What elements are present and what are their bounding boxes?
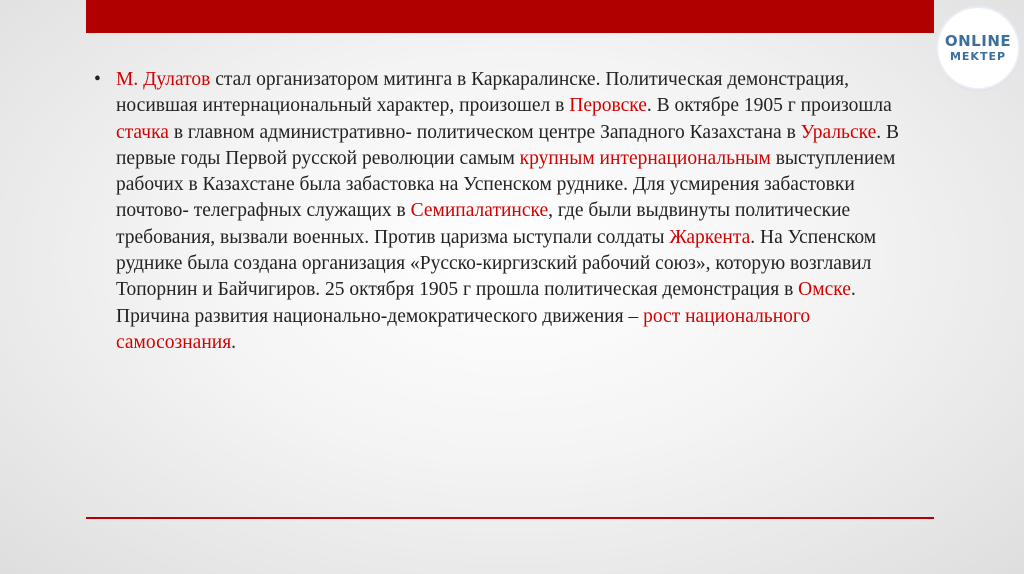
- bullet-paragraph: [116, 67, 930, 356]
- bullet-icon: •: [94, 69, 101, 90]
- text-segment: . Причина развития национально-демократического движения –: [116, 279, 856, 327]
- logo-text-online: ONLINE: [944, 31, 1012, 50]
- highlighted-term: стачка: [116, 121, 169, 143]
- highlighted-term: Перовске: [569, 95, 647, 117]
- highlighted-term: Жаркента: [669, 226, 751, 248]
- logo-text-mektep: MEKTEP: [949, 49, 1007, 63]
- top-accent-bar: [86, 0, 934, 33]
- text-segment: . В первые годы Первой русской революции самым: [116, 121, 900, 169]
- highlighted-term: Уральске: [800, 121, 877, 143]
- text-segment: в главном административно- политическом центре Западного Казахстана в: [168, 121, 801, 143]
- text-segment: выступлением рабочих в Казахстане была забастовка на Успенском руднике. Для усмирения забастовки почтово- телеграфных служащих в: [116, 147, 896, 222]
- text-segment: , где были выдвинуты политические требования, вызвали военных. Против царизма ыступали солдаты: [116, 200, 851, 248]
- highlighted-term: М. Дулатов: [116, 69, 211, 90]
- text-segment: . На Успенском руднике была создана организация «Русско-киргизский рабочий союз», которую возглавил Топорнин и Байчигиров. 25 октября 1905 г прошла политическая демонстрация в: [116, 226, 877, 301]
- text-segment: стал организатором митинга в Каркаралинске. Политическая демонстрация, носившая интернациональный характер, произошел в: [116, 69, 849, 117]
- slide-body: [94, 67, 930, 356]
- highlighted-term: рост национального самосознания: [116, 305, 811, 353]
- bottom-divider: [86, 517, 934, 519]
- text-segment: .: [231, 331, 237, 353]
- highlighted-term: Омске: [798, 279, 851, 301]
- highlighted-term: крупным интернациональным: [519, 147, 771, 169]
- text-segment: . В октябре 1905 г произошла: [646, 95, 892, 117]
- online-mektep-logo: [938, 8, 1018, 88]
- highlighted-term: Семипалатинске: [410, 200, 549, 222]
